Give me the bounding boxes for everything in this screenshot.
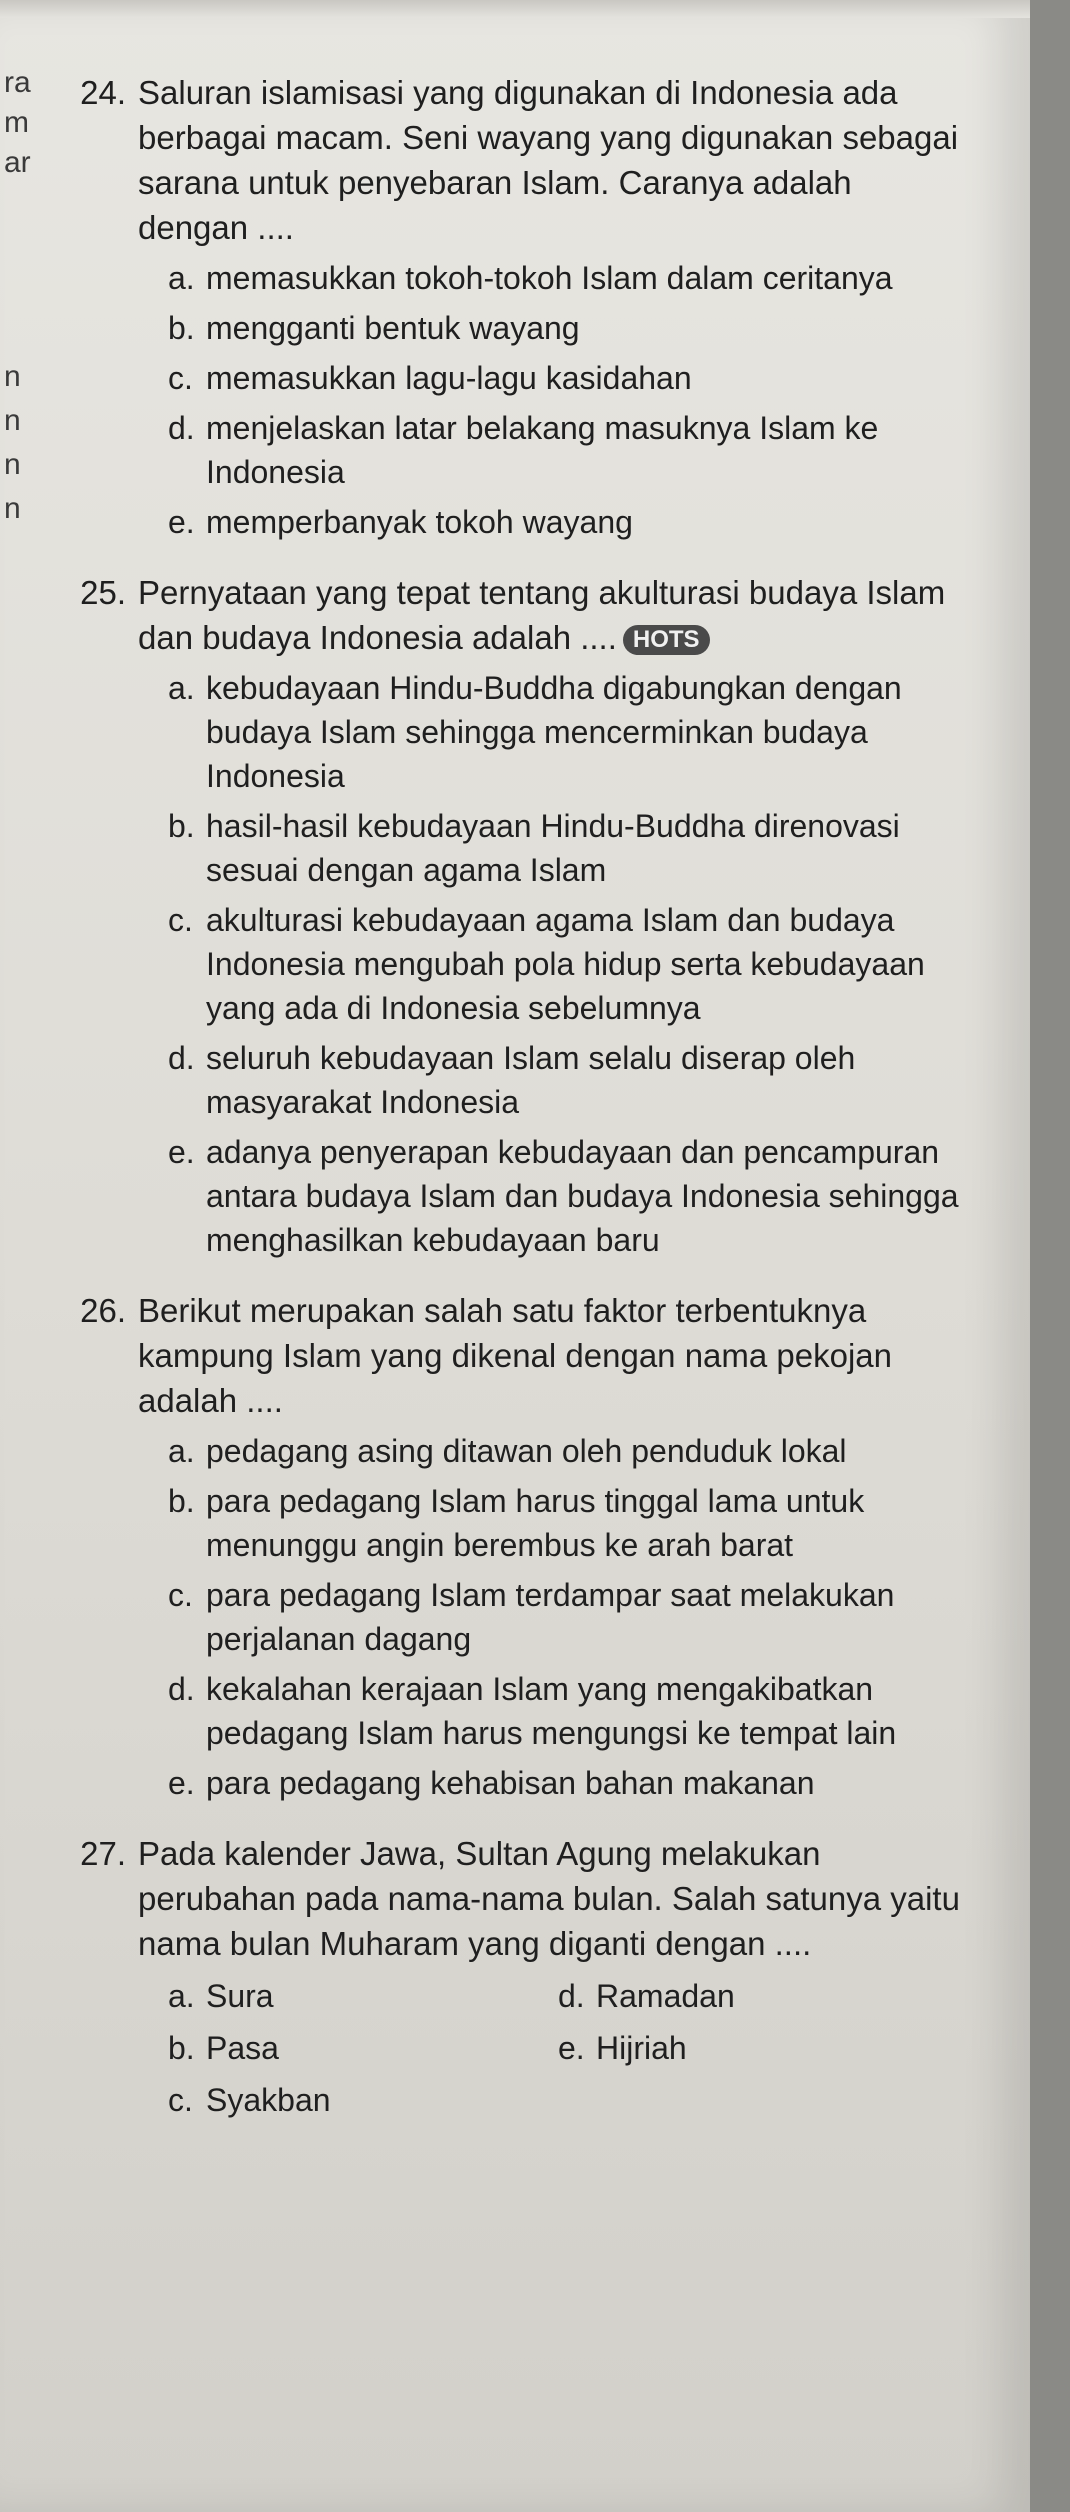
option-letter: c. [168,1577,193,1613]
option-letter: c. [168,902,193,938]
option-text: Pasa [206,2030,279,2066]
option-b [168,1479,968,1567]
question-text [138,570,968,660]
option-list [168,256,1000,544]
option-c [168,356,968,400]
question-stem: Pernyataan yang tepat tentang akulturasi budaya Islam dan budaya Indonesia adalah .... [138,574,946,656]
option-text: memasukkan lagu-lagu kasidahan [206,360,692,396]
question-text: Saluran islamisasi yang digunakan di Indonesia ada berbagai macam. Seni wayang yang digunakan sebagai sarana untuk penyebaran Islam. Caranya adalah dengan .... [138,74,959,246]
option-text: Sura [206,1978,274,2014]
option-b [168,804,968,892]
option-list [168,666,1000,1262]
option-c [168,898,968,1030]
option-letter: e. [558,2030,585,2066]
option-letter: b. [168,1483,195,1519]
question-27 [60,1831,1000,2122]
question-24 [60,70,1000,544]
margin-fragment: n [4,360,21,393]
option-text: para pedagang Islam harus tinggal lama untuk menunggu angin berembus ke arah barat [206,1483,865,1563]
option-text: pedagang asing ditawan oleh penduduk lokal [206,1433,847,1469]
option-c [168,1573,968,1661]
question-number: 25. [80,574,126,611]
option-letter: b. [168,310,195,346]
margin-fragment: n [4,448,21,481]
question-text: Berikut merupakan salah satu faktor terbentuknya kampung Islam yang dikenal dengan nama pekojan adalah .... [138,1292,893,1419]
option-text: kebudayaan Hindu-Buddha digabungkan dengan budaya Islam sehingga mencerminkan budaya Indonesia [206,670,902,794]
option-letter: d. [558,1978,585,2014]
option-d [168,406,968,494]
page-fold [0,0,1030,18]
margin-fragment: ar [4,146,31,179]
option-text: para pedagang kehabisan bahan makanan [206,1765,815,1801]
option-e [168,1761,968,1805]
option-text: para pedagang Islam terdampar saat melakukan perjalanan dagang [206,1577,895,1657]
option-e [168,500,968,544]
question-text: Pada kalender Jawa, Sultan Agung melakukan perubahan pada nama-nama bulan. Salah satunya yaitu nama bulan Muharam yang diganti dengan .... [138,1835,960,1962]
option-d [168,1036,968,1124]
option-text: kekalahan kerajaan Islam yang mengakibatkan pedagang Islam harus mengungsi ke tempat lain [206,1671,897,1751]
option-letter: a. [168,670,195,706]
option-a [168,1974,558,2018]
option-letter: d. [168,1040,195,1076]
option-a [168,256,968,300]
question-number: 26. [80,1292,126,1329]
option-a [168,1429,968,1473]
option-c [168,2078,558,2122]
question-25 [60,570,1000,1262]
margin-fragment: ra [4,66,31,99]
option-letter: a. [168,260,195,296]
margin-fragment: n [4,404,21,437]
option-text: Hijriah [596,2030,687,2066]
option-e [558,2026,948,2070]
option-letter: a. [168,1978,195,2014]
question-26 [60,1288,1000,1805]
option-text: memperbanyak tokoh wayang [206,504,633,540]
margin-fragment: m [4,106,29,139]
option-text: adanya penyerapan kebudayaan dan pencampuran antara budaya Islam dan budaya Indonesia sehingga menghasilkan kebudayaan baru [206,1134,959,1258]
option-text: seluruh kebudayaan Islam selalu diserap oleh masyarakat Indonesia [206,1040,856,1120]
option-text: memasukkan tokoh-tokoh Islam dalam ceritanya [206,260,893,296]
option-letter: e. [168,504,195,540]
question-number: 27. [80,1835,126,1872]
option-text: menjelaskan latar belakang masuknya Islam ke Indonesia [206,410,879,490]
option-letter: a. [168,1433,195,1469]
option-text: akulturasi kebudayaan agama Islam dan budaya Indonesia mengubah pola hidup serta kebudayaan yang ada di Indonesia sebelumnya [206,902,925,1026]
option-letter: b. [168,808,195,844]
option-text: Ramadan [596,1978,735,2014]
option-letter: e. [168,1134,195,1170]
question-list [60,70,1000,2148]
option-b [168,306,968,350]
option-letter: c. [168,360,193,396]
option-d [558,1974,948,2018]
hots-badge: HOTS [623,625,710,655]
option-b [168,2026,558,2070]
option-text: hasil-hasil kebudayaan Hindu-Buddha direnovasi sesuai dengan agama Islam [206,808,900,888]
question-number: 24. [80,74,126,111]
option-d [168,1667,968,1755]
option-a [168,666,968,798]
option-e [168,1130,968,1262]
option-grid [168,1974,1000,2122]
margin-fragment: n [4,492,21,525]
option-letter: c. [168,2082,193,2118]
option-letter: d. [168,410,195,446]
option-text: Syakban [206,2082,331,2118]
option-letter: d. [168,1671,195,1707]
option-list [168,1429,1000,1805]
option-letter: b. [168,2030,195,2066]
option-text: mengganti bentuk wayang [206,310,580,346]
option-letter: e. [168,1765,195,1801]
